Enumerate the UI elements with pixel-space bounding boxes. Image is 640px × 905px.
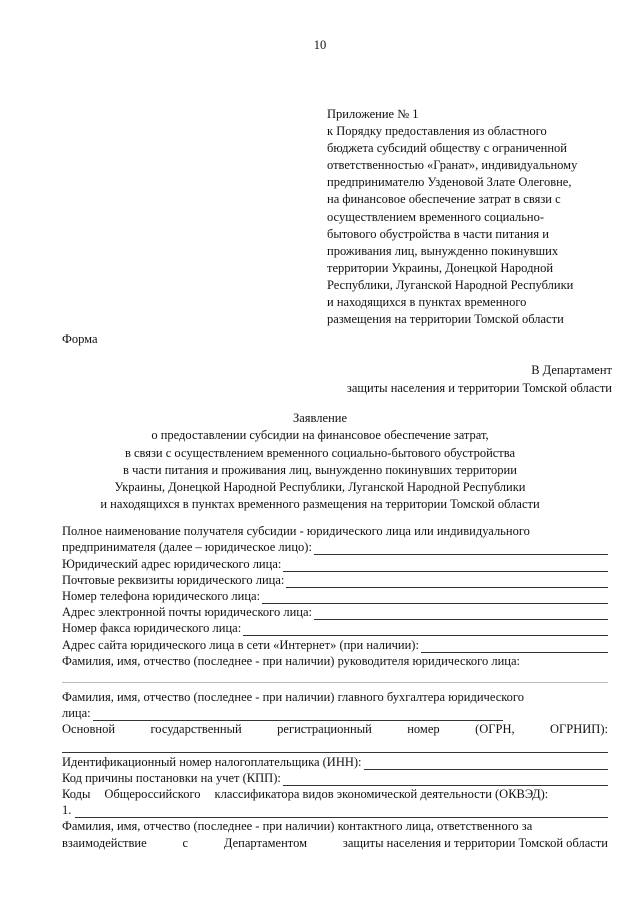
email-label: Адрес электронной почты юридического лица: (62, 605, 312, 620)
ogrn-word: государственный (150, 722, 242, 737)
head-name-input[interactable] (62, 669, 608, 683)
full-name-input[interactable] (314, 543, 608, 555)
appendix-line: бюджета субсидий обществу с ограниченной (327, 141, 567, 156)
ogrn-word: Основной (62, 722, 116, 737)
ogrn-label-line (62, 721, 608, 737)
appendix-line: территории Украины, Донецкой Народной (327, 260, 554, 275)
full-name-label: Полное наименование получателя субсидии - юридического лица или индивидуального (62, 524, 530, 539)
application-form (62, 523, 608, 851)
full-name-field (62, 539, 608, 555)
appendix-line: на финансовое обеспечение затрат в связи с (327, 192, 561, 207)
email-field (62, 604, 608, 620)
title-line: Украины, Донецкой Народной Республики, Луганской Народной Республики (114, 480, 526, 495)
ogrn-word: номер (407, 722, 440, 737)
okved-field (62, 802, 608, 818)
appendix-line: и находящихся в пунктах временного (327, 295, 527, 310)
appendix-block (327, 106, 617, 328)
title-line: о предоставлении субсидии на финансовое обеспечение затрат, (151, 428, 489, 443)
title-line: в связи с осуществлением временного социально-бытового обустройства (124, 445, 516, 460)
okved-word: Коды (62, 787, 91, 801)
title-line: в части питания и проживания лиц, вынужденно покинувших территории (123, 462, 517, 477)
legal-address-label: Юридический адрес юридического лица: (62, 556, 282, 571)
form-label: Форма (62, 332, 98, 346)
title-line: и находящихся в пунктах временного размещения на территории Томской области (100, 497, 540, 512)
fax-label: Номер факса юридического лица: (62, 621, 242, 636)
ogrn-word: регистрационный (277, 722, 372, 737)
contact-word: защиты населения и территории Томской области (342, 835, 608, 850)
appendix-line: бытового обустройства в части питания и (327, 226, 549, 241)
postal-details-input[interactable] (286, 576, 608, 588)
recipient-line: В Департамент (531, 363, 612, 377)
accountant-label-cont: лица: (62, 706, 91, 721)
page-number: 10 (313, 38, 327, 52)
fax-field (62, 620, 608, 636)
kpp-label: Код причины постановки на учет (КПП): (62, 770, 281, 785)
contact-word: взаимодействие (62, 835, 147, 850)
contact-label: Фамилия, имя, отчество (последнее - при наличии) контактного лица, ответственного за (62, 819, 533, 834)
phone-input[interactable] (262, 592, 608, 604)
full-name-label-cont: предпринимателя (далее – юридическое лицо): (62, 540, 312, 555)
okved-input[interactable] (75, 806, 608, 818)
inn-field (62, 753, 608, 769)
website-input[interactable] (421, 641, 608, 653)
recipient-line: защиты населения и территории Томской области (346, 380, 612, 395)
legal-address-input[interactable] (283, 560, 608, 572)
application-title (0, 410, 640, 514)
appendix-line: предпринимателю Узденовой Злате Олеговне, (327, 175, 572, 190)
okved-item-number: 1. (62, 803, 72, 818)
inn-label: Идентификационный номер налогоплательщика (ИНН): (62, 754, 362, 769)
contact-word: Департаментом (223, 835, 308, 850)
contact-word: с (182, 835, 189, 850)
appendix-line: Республики, Луганской Народной Республики (327, 277, 574, 292)
title-heading: Заявление (292, 411, 347, 425)
phone-field (62, 588, 608, 604)
legal-address-field (62, 555, 608, 571)
ogrn-field (62, 737, 608, 753)
okved-word: классификатора видов экономической деятельности (ОКВЭД): (214, 787, 549, 801)
ogrn-word: ОГРНИП): (550, 722, 608, 737)
website-field (62, 636, 608, 652)
appendix-line: Приложение № 1 (327, 107, 419, 121)
contact-label-line (62, 818, 608, 834)
postal-details-label: Почтовые реквизиты юридического лица: (62, 572, 285, 587)
website-label: Адрес сайта юридического лица в сети «Интернет» (при наличии): (62, 637, 419, 652)
appendix-line: к Порядку предоставления из областного (327, 124, 547, 139)
accountant-label-line (62, 689, 608, 705)
recipient-block (347, 362, 612, 397)
appendix-line: осуществлением временного социально- (327, 209, 545, 224)
phone-label: Номер телефона юридического лица: (62, 588, 261, 603)
head-name-label: Фамилия, имя, отчество (последнее - при наличии) руководителя юридического лица: (62, 653, 521, 668)
ogrn-word: (ОГРН, (475, 722, 515, 737)
ogrn-input[interactable] (62, 741, 608, 753)
accountant-label: Фамилия, имя, отчество (последнее - при наличии) главного бухгалтера юридического (62, 689, 524, 704)
okved-label-line (62, 786, 608, 802)
contact-label-line-2 (62, 834, 608, 850)
kpp-input[interactable] (283, 774, 608, 786)
appendix-line: ответственностью «Гранат», индивидуальному (327, 158, 578, 173)
appendix-line: размещения на территории Томской области (327, 312, 564, 327)
okved-word: Общероссийского (104, 787, 201, 801)
accountant-input[interactable] (93, 709, 503, 721)
head-name-label-line (62, 653, 608, 669)
full-name-label-line (62, 523, 608, 539)
accountant-field (62, 705, 608, 721)
postal-details-field (62, 572, 608, 588)
inn-input[interactable] (364, 758, 608, 770)
appendix-line: проживания лиц, вынужденно покинувших (327, 243, 559, 258)
email-input[interactable] (314, 608, 608, 620)
fax-input[interactable] (243, 624, 608, 636)
kpp-field (62, 770, 608, 786)
